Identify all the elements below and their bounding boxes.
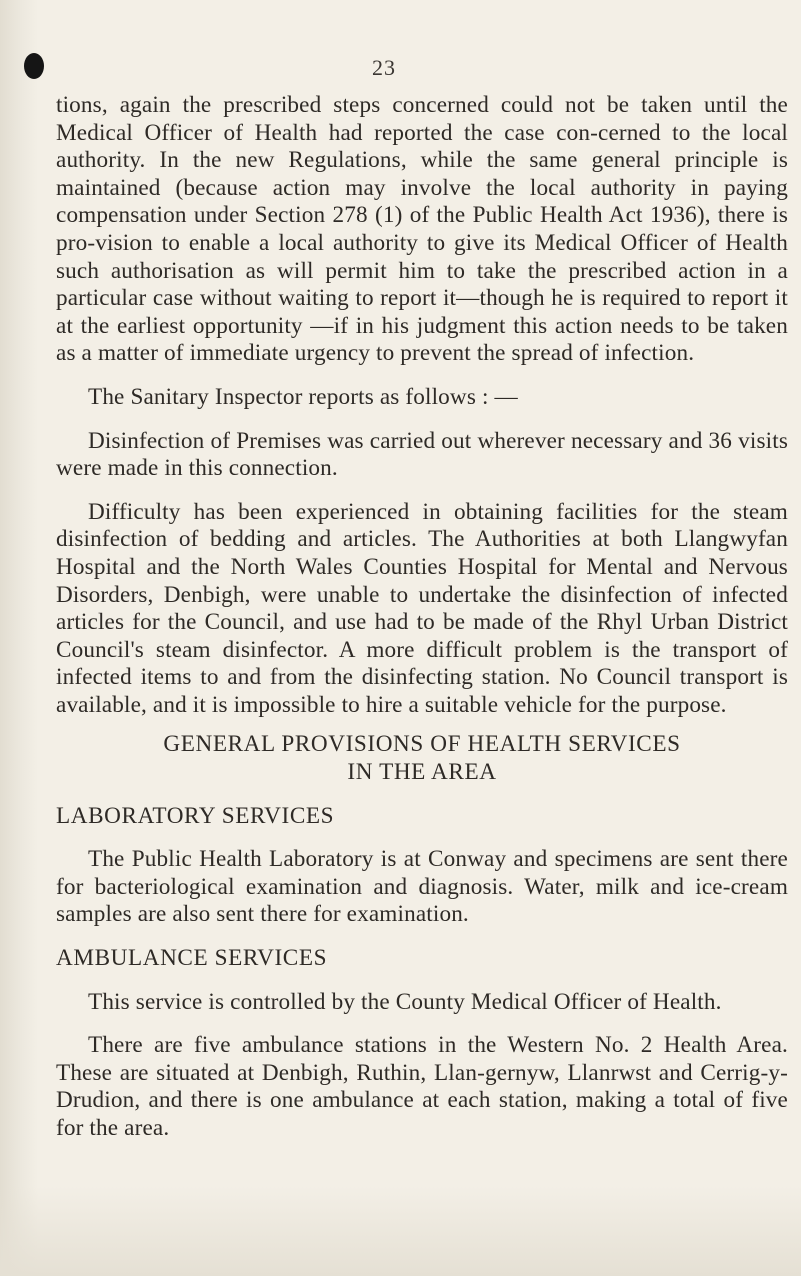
paragraph-sanitary-inspector-intro: The Sanitary Inspector reports as follows : — bbox=[88, 383, 518, 410]
paragraph-ambulance-stations: There are five ambulance stations in the Western No. 2 Health Area. These are situated at Denbigh, Ruthin, Llan-gernyw, Llanrwst and Cerrig-y-Drudion, and there is one ambulance at each station, making a total of five for the area. bbox=[56, 1032, 788, 1141]
page-body bbox=[56, 92, 788, 1143]
paragraph-laboratory: The Public Health Laboratory is at Conway and specimens are sent there for bacteriological examination and diagnosis. Water, milk and ice-cream samples are also sent there for examination. bbox=[56, 846, 788, 928]
page-edge-shadow bbox=[0, 0, 38, 1276]
paragraph-disinfection-premises: Disinfection of Premises was carried out wherever necessary and 36 visits were made in this connection. bbox=[56, 427, 788, 482]
section-heading-general-line-1: GENERAL PROVISIONS OF HEALTH SERVICES bbox=[163, 731, 681, 758]
paragraph-ambulance-control: This service is controlled by the County Medical Officer of Health. bbox=[88, 988, 722, 1015]
section-heading-general-line-2: IN THE AREA bbox=[347, 759, 497, 786]
paragraph-regulations: tions, again the prescribed steps concerned could not be taken until the Medical Officer of Health had reported the case con-cerned to the local authority. In the new Regulations, while the same general principle is maintained (because action may involve the local authority in paying compensation under Section 278 (1) of the Public Health Act 1936), there is pro-vision to enable a local authority to give its Medical Officer of Health such authorisation as will permit him to take the prescribed action in a particular case without waiting to report it—though he is required to report it at the earliest opportunity —if in his judgment this action needs to be taken as a matter of immediate urgency to prevent the spread of infection. bbox=[56, 92, 788, 367]
page-number: 23 bbox=[372, 55, 396, 80]
section-heading-ambulance: AMBULANCE SERVICES bbox=[56, 945, 328, 972]
section-heading-laboratory: LABORATORY SERVICES bbox=[56, 802, 335, 829]
page-bottom-shadow bbox=[0, 1186, 801, 1276]
section-heading-general-provisions bbox=[56, 731, 788, 786]
binding-hole-icon bbox=[24, 53, 44, 79]
paragraph-steam-disinfection: Difficulty has been experienced in obtaining facilities for the steam disinfection of bedding and articles. The Authorities at both Llangwyfan Hospital and the North Wales Counties Hospital for Mental and Nervous Disorders, Denbigh, were unable to undertake the disinfection of infected articles for the Council, and use had to be made of the Rhyl Urban District Council's steam disinfector. A more difficult problem is the transport of infected items to and from the disinfecting station. No Council transport is available, and it is impossible to hire a suitable vehicle for the purpose. bbox=[56, 498, 788, 718]
